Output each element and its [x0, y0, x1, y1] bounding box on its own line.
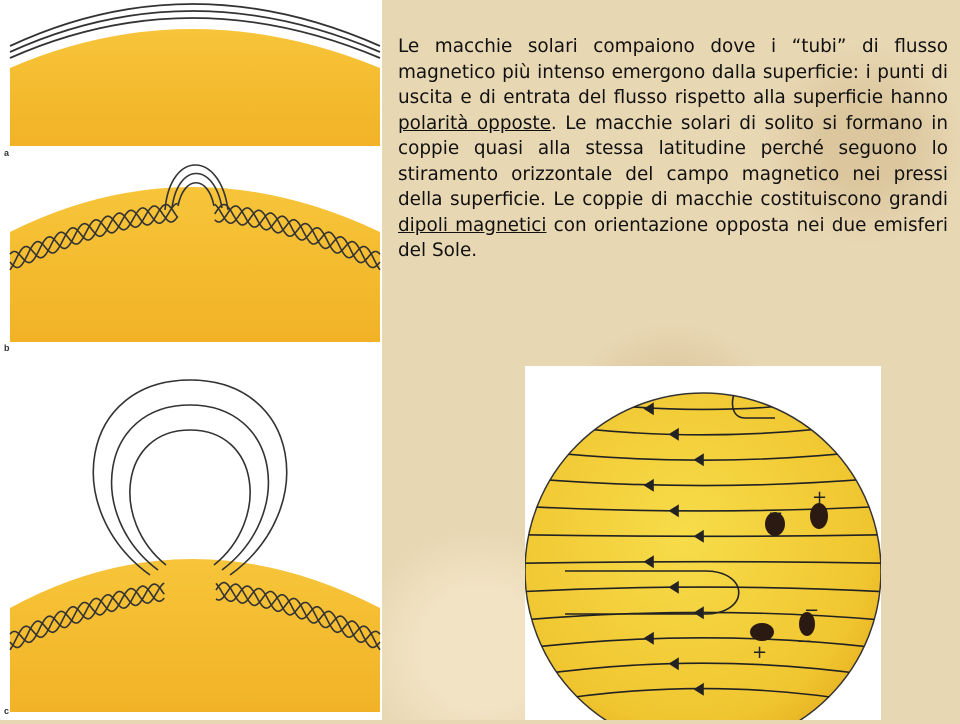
panel-label-a: a: [4, 148, 10, 158]
panel-a-drawing: [10, 4, 380, 146]
polarity-minus-north: −: [768, 503, 784, 524]
polarity-minus-south-b: −: [797, 631, 813, 652]
term-dipoli-magnetici: dipoli magnetici: [398, 214, 547, 236]
term-polarita-opposte: polarità opposte: [398, 112, 551, 134]
caption-text: [398, 34, 948, 264]
magnetic-flux-diagram: [0, 0, 382, 720]
polarity-plus-south: +: [752, 642, 768, 663]
panel-c-drawing: [10, 380, 380, 712]
sun-globe: [525, 366, 881, 720]
polarity-plus-north: +: [812, 487, 828, 508]
panel-label-c: c: [4, 706, 10, 716]
flux-tube-illustration: [0, 0, 382, 720]
panel-b-drawing: [10, 165, 380, 342]
caption-part-2: . Le macchie solari di solito si formano in coppie quasi alla stessa latitudine perché seguono lo stiramento orizzontale del campo magnetico nei pressi della superficie. Le coppie di macchie costituiscono grandi: [398, 112, 949, 210]
panel-label-b: b: [4, 343, 10, 353]
sunspot-field-diagram: [525, 366, 881, 720]
polarity-minus-south-a: −: [804, 600, 820, 621]
sun-disk: [525, 393, 881, 720]
caption-part-1: Le macchie solari compaiono dove i “tubi” di flusso magnetico più intenso emergono dalla superficie: i punti di uscita e di entrata del flusso rispetto alla superficie hanno: [398, 36, 948, 108]
caption-part-3: con orientazione opposta nei due emisferi del Sole.: [398, 214, 948, 261]
